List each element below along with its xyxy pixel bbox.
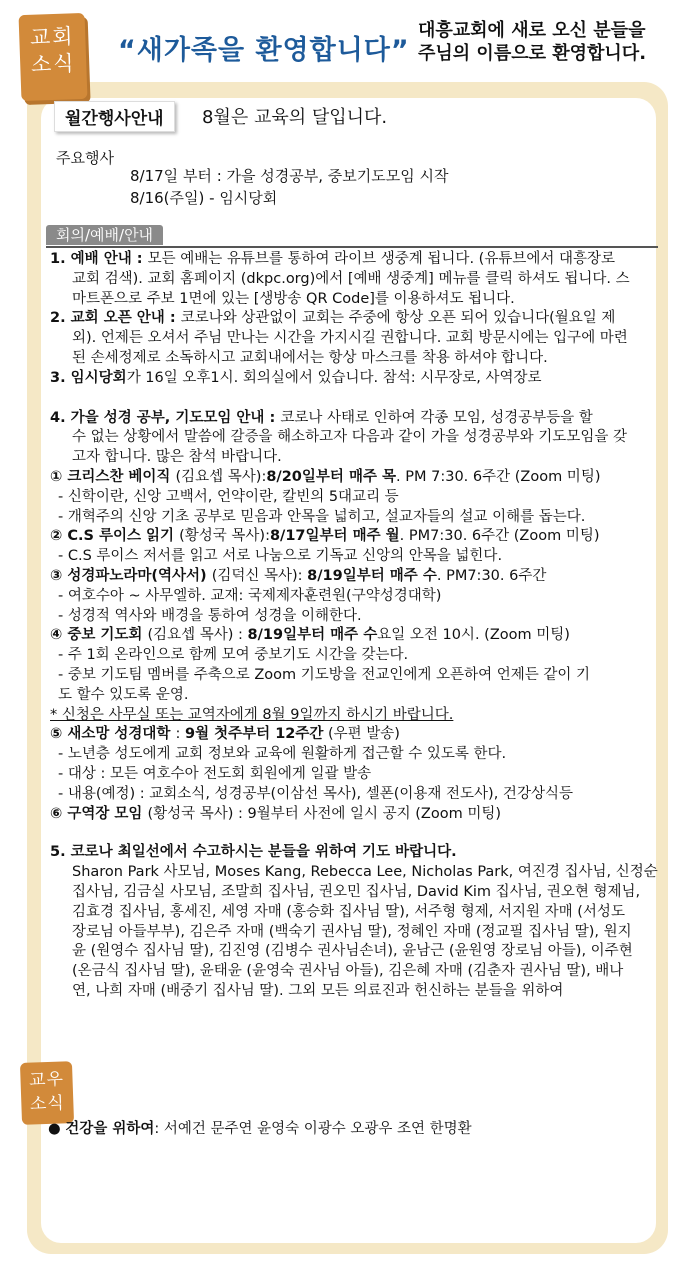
prayer-heading: 5. 코로나 최일선에서 수고하시는 분들을 위하여 기도 바랍니다.: [50, 844, 457, 861]
class-detail: - 주 1회 온라인으로 함께 모여 중보기도 시간을 갖는다.: [58, 647, 409, 664]
announcement-line: 1. 예배 안내 : 모든 예배는 유튜브를 통하여 라이브 생중계 됩니다. (유튜브에서 대흥장로: [50, 251, 615, 267]
announcement-line: 마트폰으로 주보 1면에 있는 [생방송 QR Code]를 이용하셔도 됩니다.: [72, 290, 515, 307]
monthly-events-label: 월간행사안내: [54, 101, 175, 132]
monthly-theme: 8월은 교육의 달입니다.: [202, 107, 388, 128]
prayer-name-line: 장로님 아들부부), 김은주 자매 (백숙기 권사님 딸), 정혜인 자매 (정교필 집사님 딸), 원지: [72, 923, 632, 940]
main-events-heading: 주요행사: [56, 149, 114, 167]
members-news-badge: 교우 소식: [20, 1061, 74, 1125]
class-detail: - 중보 기도팀 멤버를 주축으로 Zoom 기도방을 전교인에게 오픈하여 언제든 같이 기: [58, 666, 590, 683]
announcement-line: 고자 합니다. 많은 참석 바랍니다.: [72, 449, 282, 466]
announcement-line: 수 없는 상황에서 말씀에 갈증을 해소하고자 다음과 같이 가을 성경공부와 기도모임을 갖: [72, 429, 627, 446]
class-5-detail: - 노년층 성도에게 교회 정보와 교육에 원활하게 접근할 수 있도록 한다.: [58, 746, 507, 763]
prayer-name-line: 윤 (원영수 집사님 딸), 김진영 (김병수 권사님손녀), 윤남근 (윤원영 장로님 아들), 이주현: [72, 943, 633, 960]
prayer-name-line: 집사님, 김금실 사모님, 조말희 집사님, 권오민 집사님, David Kim 집사님, 권오현 형제님,: [72, 883, 641, 900]
class-5: ⑤ 새소망 성경대학 : 9월 첫주부터 12주간 (우편 발송): [50, 726, 400, 743]
class-detail: - 여호수아 ~ 사무엘하. 교재: 국제제자훈련원(구약성경대학): [58, 587, 442, 604]
class-6: ⑥ 구역장 모임 (황성국 목사) : 9월부터 사전에 일시 공지 (Zoom 미팅): [50, 805, 501, 822]
class-2: ② C.S 루이스 읽기 (황성국 목사):8/17일부터 매주 월. PM7:30. 6주간 (Zoom 미팅): [50, 528, 600, 545]
section-tab-meetings: 회의/예배/안내: [46, 225, 163, 245]
prayer-name-line: 연, 나희 자매 (배중기 집사님 딸). 그외 모든 의료진과 헌신하는 분들을 위하여: [72, 982, 564, 999]
announcement-line: 교회 검색). 교회 홈페이지 (dkpc.org)에서 [예배 생중계] 메뉴를 클릭 하셔도 됩니다. 스: [72, 270, 630, 287]
class-detail: - C.S 루이스 저서를 읽고 서로 나눔으로 기독교 신앙의 안목을 넓힌다.: [58, 548, 503, 565]
class-4: ④ 중보 기도회 (김요셉 목사) : 8/19일부터 매주 수요일 오전 10시. (Zoom 미팅): [50, 627, 570, 644]
event-item: 8/17일 부터 : 가을 성경공부, 중보기도모임 시작: [130, 167, 449, 185]
church-news-badge: 교회 소식: [19, 13, 88, 101]
announcement-line: 4. 가을 성경 공부, 기도모임 안내 : 코로나 사태로 인하여 각종 모임, 성경공부등을 할: [50, 409, 593, 426]
health-prayer-line: ● 건강을 위하여: 서예건 문주연 윤영숙 이광수 오광우 조연 한명환: [48, 1121, 472, 1137]
announcement-line: 된 손세정제로 소독하시고 교회내에서는 항상 마스크를 착용 하셔야 합니다.: [72, 349, 548, 366]
welcome-title: “새가족을 환영합니다”: [118, 35, 410, 66]
prayer-name-line: 김효경 집사님, 홍세진, 세영 자매 (홍승화 집사님 딸), 서주형 형제, 서지원 자매 (서성도: [72, 903, 625, 920]
announcement-line: 3. 임시당회가 16일 오후1시. 회의실에서 있습니다. 참석: 시무장로, 사역장로: [50, 369, 542, 386]
class-5-detail: - 대상 : 모든 여호수아 전도회 회원에게 일괄 발송: [58, 765, 372, 782]
welcome-subtitle: 대흥교회에 새로 오신 분들을 주님의 이름으로 환영합니다.: [418, 20, 647, 64]
announcement-line: 외). 언제든 오셔서 주님 만나는 시간을 가지시길 권합니다. 교회 방문시에는 입구에 마련: [72, 330, 628, 347]
class-3: ③ 성경파노라마(역사서) (김덕신 목사): 8/19일부터 매주 수. PM7:30. 6주간: [50, 567, 547, 584]
section-divider: [46, 246, 658, 248]
announcements-body: [50, 250, 658, 1002]
signup-notice: * 신청은 사무실 또는 교역자에게 8월 9일까지 하시기 바랍니다.: [50, 706, 454, 723]
class-5-detail: - 내용(예정) : 교회소식, 성경공부(이삼선 목사), 셀폰(이용재 전도사), 건강상식등: [58, 785, 573, 802]
class-1: ① 크리스찬 베이직 (김요셉 목사):8/20일부터 매주 목. PM 7:30. 6주간 (Zoom 미팅): [50, 468, 601, 485]
prayer-name-line: Sharon Park 사모님, Moses Kang, Rebecca Lee, Nicholas Park, 여진경 집사님, 신정순: [72, 864, 658, 881]
announcement-line: 2. 교회 오픈 안내 : 코로나와 상관없이 교회는 주중에 항상 오픈 되어 있습니다(월요일 제: [50, 310, 616, 327]
bullet-icon: ●: [48, 1121, 66, 1137]
class-detail: - 개혁주의 신앙 기초 공부로 믿음과 안목을 넓히고, 설교자들의 설교 이해를 돕는다.: [58, 508, 586, 525]
event-item: 8/16(주일) - 임시당회: [130, 189, 278, 207]
class-detail: - 신학이란, 신앙 고백서, 언약이란, 칼빈의 5대교리 등: [58, 488, 399, 505]
class-detail: 도 할수 있도록 운영.: [58, 686, 189, 703]
class-detail: - 성경적 역사와 배경을 통하여 성경을 이해한다.: [58, 607, 362, 624]
prayer-name-line: (온금식 집사님 딸), 윤태윤 (윤영숙 권사님 아들), 김은혜 자매 (김춘자 권사님 딸), 배나: [72, 963, 624, 980]
